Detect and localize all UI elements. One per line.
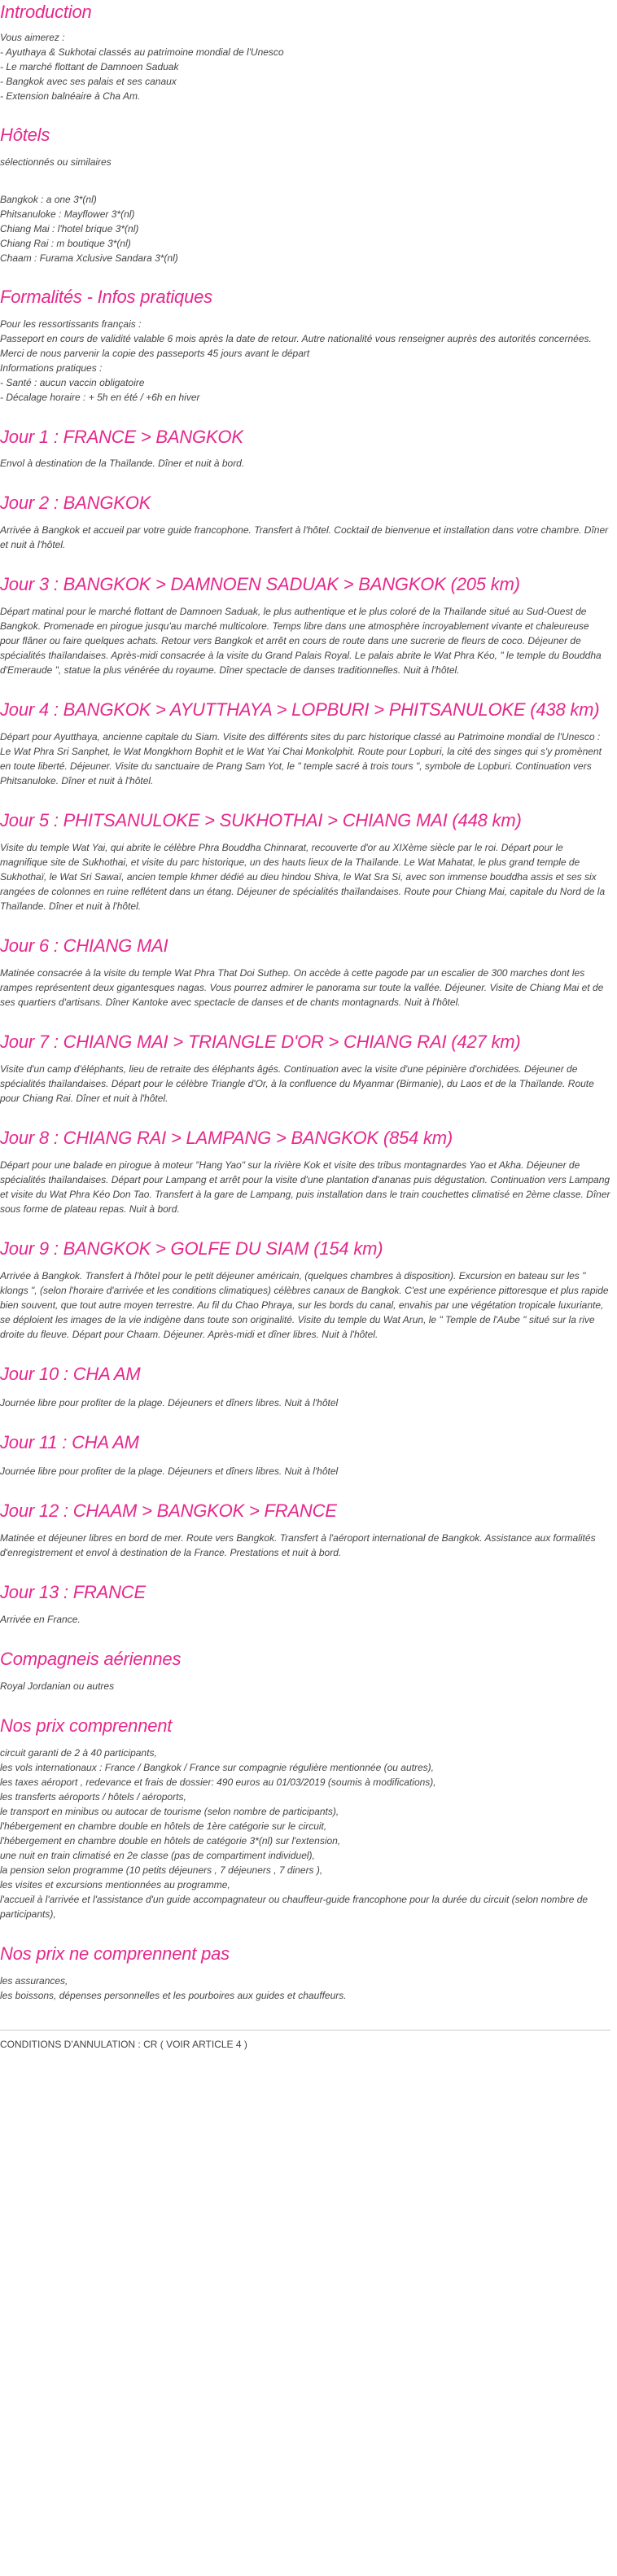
text-paragraph: Matinée et déjeuner libres en bord de mer. Route vers Bangkok. Transfert à l'aéroport international de Bangkok. Assistance aux formalités d'enregistrement et envol à destination de la France. Prestations et nuit à bord. bbox=[0, 1532, 596, 1558]
section-jour-11 bbox=[0, 1432, 610, 1479]
section-title: Compagneis aériennes bbox=[0, 1649, 182, 1669]
section-body bbox=[0, 1679, 610, 1693]
list-item: le transport en minibus ou autocar de tourisme (selon nombre de participants), bbox=[0, 1806, 339, 1817]
section-body bbox=[0, 729, 610, 788]
section-body bbox=[0, 155, 610, 265]
section-title: Jour 4 : BANGKOK > AYUTTHAYA > LOPBURI > PHITSANULOKE (438 km) bbox=[0, 699, 600, 720]
section-body bbox=[0, 604, 610, 677]
text-paragraph: Arrivée à Bangkok. Transfert à l'hôtel pour le petit déjeuner américain, (quelques chambres à disposition). Excursion en bateau sur les " klongs ", (selon l'horaire d'arrivée et les conditions climatiques) célèbres canaux de Bangkok. C'est une expérience pittoresque et plus rapide bien souvent, que tout autre moyen terrestre. Au fil du Chao Phraya, sur les bords du canal, envahis par une végétation tropicale luxuriante, se déploient les images de la vie indigène dans toute son originalité. Visite du temple du Wat Arun, le " Temple de l'Aube " situé sur la rive droite du fleuve. Départ pour Chaam. Déjeuner. Après-midi et dîner libres. Nuit à l'hôtel. bbox=[0, 1270, 609, 1340]
section-body bbox=[0, 1062, 610, 1106]
text-line: - Santé : aucun vaccin obligatoire bbox=[0, 377, 145, 388]
list-item: les taxes aéroport , redevance et frais de dossier: 490 euros au 01/03/2019 (soumis à modifications), bbox=[0, 1776, 436, 1788]
section-title: Jour 2 : BANGKOK bbox=[0, 493, 151, 513]
text-paragraph: Royal Jordanian ou autres bbox=[0, 1680, 115, 1692]
section-body bbox=[0, 1464, 610, 1479]
section-title: Hôtels bbox=[0, 125, 50, 145]
section-body bbox=[0, 1531, 610, 1560]
section-body bbox=[0, 317, 610, 405]
section-body bbox=[0, 1974, 610, 2003]
cancellation-conditions: CONDITIONS D'ANNULATION : CR ( VOIR ARTICLE 4 ) bbox=[0, 2039, 247, 2050]
section-body bbox=[0, 966, 610, 1010]
list-item: l'accueil à l'arrivée et l'assistance d'un guide accompagnateur ou chauffeur-guide francophone pour la durée du circuit (selon nombre de participants), bbox=[0, 1894, 589, 1920]
section-title: Nos prix ne comprennent pas bbox=[0, 1943, 230, 1964]
section-body bbox=[0, 1158, 610, 1216]
list-item: les boissons, dépenses personnelles et les pourboires aux guides et chauffeurs. bbox=[0, 1990, 347, 2001]
section-title: Jour 11 : CHA AM bbox=[0, 1432, 139, 1452]
text-paragraph: Départ pour une balade en pirogue à moteur "Hang Yao" sur la rivière Kok et visite des tribus montagnardes Yao et Akha. Déjeuner de spécialités thaïlandaises. Départ pour Lampang et arrêt pour la visite d'une plantation d'ananas puis dégustation. Continuation vers Lampang et visite du Wat Phra Kéo Don Tao. Transfert à la gare de Lampang, puis installation dans le train couchettes climatisé en 2ème classe. Dîner sous forme de plateau repas. Nuit à bord. bbox=[0, 1159, 610, 1215]
section-body bbox=[0, 30, 610, 103]
text-paragraph: Envol à destination de la Thaïlande. Dîner et nuit à bord. bbox=[0, 458, 245, 469]
text-paragraph: Arrivée en France. bbox=[0, 1614, 81, 1625]
section-title: Jour 3 : BANGKOK > DAMNOEN SADUAK > BANGKOK (205 km) bbox=[0, 574, 520, 594]
text-line: - Décalage horaire : + 5h en été / +6h en hiver bbox=[0, 392, 200, 403]
list-item: les transferts aéroports / hôtels / aéroports, bbox=[0, 1791, 186, 1803]
divider bbox=[0, 2030, 610, 2031]
text-paragraph: Départ pour Ayutthaya, ancienne capitale du Siam. Visite des différents sites du parc historique classé au Patrimoine mondial de l'Unesco : Le Wat Phra Sri Sanphet, le Wat Mongkhorn Bophit et le Wat Yai Chai Monkolphit. Route pour Lopburi, la cité des singes qui s'y promènent en toute liberté. Déjeuner. Visite du sanctuaire de Prang Sam Yot, le " temple sacré à trois tours ", symbole de Lopburi. Continuation vers Phitsanuloke. Dîner et nuit à l'hôtel. bbox=[0, 731, 602, 786]
section-jour-1 bbox=[0, 427, 610, 471]
section-title: Jour 1 : FRANCE > BANGKOK bbox=[0, 427, 243, 447]
section-formalites bbox=[0, 287, 610, 405]
section-body bbox=[0, 1612, 610, 1627]
text-line: Informations pratiques : bbox=[0, 362, 103, 374]
text-paragraph: Journée libre pour profiter de la plage. Déjeuners et dîners libres. Nuit à l'hôtel bbox=[0, 1397, 339, 1408]
section-jour-3 bbox=[0, 574, 610, 677]
text-line bbox=[0, 169, 610, 192]
list-item: les visites et excursions mentionnées au programme, bbox=[0, 1879, 230, 1890]
section-body bbox=[0, 1395, 610, 1410]
section-title: Jour 5 : PHITSANULOKE > SUKHOTHAI > CHIANG MAI (448 km) bbox=[0, 810, 522, 830]
section-body bbox=[0, 456, 610, 471]
section-jour-4 bbox=[0, 699, 610, 788]
section-jour-7 bbox=[0, 1032, 610, 1106]
list-item: l'hébergement en chambre double en hôtels de 1ère catégorie sur le circuit, bbox=[0, 1820, 327, 1832]
conditions-footer bbox=[0, 2030, 610, 2052]
section-jour-6 bbox=[0, 935, 610, 1010]
section-title: Jour 13 : FRANCE bbox=[0, 1582, 146, 1602]
section-prix-ne-comprennent-pas bbox=[0, 1943, 610, 2003]
section-jour-9 bbox=[0, 1238, 610, 1342]
text-paragraph: Visite du temple Wat Yai, qui abrite le célèbre Phra Bouddha Chinnarat, recouverte d'or au XIXème siècle par le roi. Départ pour le magnifique site de Sukhothai, et visite du parc historique, un des hauts lieux de la Thaïlande. Le Wat Mahatat, le plus grand temple de Sukhothaï, le Wat Sri Sawaï, ancien temple khmer dédié au dieu hindou Shiva, le Wat Sra Si, avec son immense bouddha assis et ses six rangées de colonnes en ruine reflétent dans un étang. Déjeuner de spécialités thaïlandaises. Route pour Chiang Mai, capitale du Nord de la Thaïlande. Dîner et nuit à l'hôtel. bbox=[0, 842, 606, 912]
list-item: circuit garanti de 2 à 40 participants, bbox=[0, 1747, 157, 1759]
section-title: Jour 12 : CHAAM > BANGKOK > FRANCE bbox=[0, 1500, 337, 1521]
list-item: l'hébergement en chambre double en hôtels de catégorie 3*(nl) sur l'extension, bbox=[0, 1835, 341, 1847]
section-jour-8 bbox=[0, 1128, 610, 1216]
text-line: Chaam : Furama Xclusive Sandara 3*(nl) bbox=[0, 252, 178, 264]
text-line: Bangkok : a one 3*(nl) bbox=[0, 194, 97, 205]
section-title: Formalités - Infos pratiques bbox=[0, 287, 212, 307]
text-line: - Le marché flottant de Damnoen Saduak bbox=[0, 61, 179, 72]
section-title: Jour 10 : CHA AM bbox=[0, 1364, 141, 1384]
list-item: une nuit en train climatisé en 2e classe (pas de compartiment individuel), bbox=[0, 1850, 315, 1861]
text-line: - Bangkok avec ses palais et ses canaux bbox=[0, 76, 177, 87]
section-title: Introduction bbox=[0, 2, 92, 22]
text-line: Merci de nous parvenir la copie des passeports 45 jours avant le départ bbox=[0, 348, 310, 359]
text-paragraph: Matinée consacrée à la visite du temple Wat Phra That Doi Suthep. On accède à cette pagode par un escalier de 300 marches dont les rampes représentent deux gigantesques nagas. Vous pourrez admirer le panorama sur toute la vallée. Déjeuner. Visite de Chiang Mai et de ses quartiers d'artisans. Dîner Kantoke avec spectacle de danses et de chants montagnards. Nuit à l'hôtel. bbox=[0, 967, 604, 1008]
section-body bbox=[0, 1746, 610, 1921]
section-jour-5 bbox=[0, 810, 610, 913]
section-body bbox=[0, 523, 610, 552]
section-prix-comprennent bbox=[0, 1715, 610, 1921]
section-title: Nos prix comprennent bbox=[0, 1715, 173, 1736]
section-title: Jour 9 : BANGKOK > GOLFE DU SIAM (154 km) bbox=[0, 1238, 383, 1259]
text-paragraph: Passeport en cours de validité valable 6 mois après la date de retour. Autre nationalité vous renseigner auprès des autorités concernées. bbox=[0, 333, 592, 344]
text-paragraph: Départ matinal pour le marché flottant de Damnoen Saduak, le plus authentique et le plus coloré de la Thaïlande situé au Sud-Ouest de Bangkok. Promenade en pirogue jusqu'au marché multicolore. Temps libre dans une atmosphère incroyablement vivante et chaleureuse pour flâner ou faire quelques achats. Retour vers Bangkok et arrêt en cours de route dans une sucrerie de fleurs de coco. Déjeuner de spécialités thaïlandaises. Après-midi consacrée à la visite du Grand Palais Royal. Le palais abrite le Wat Phra Kéo, " le temple du Bouddha d'Emeraude ", statue la plus vénérée du royaume. Dîner spectacle de danses traditionnelles. Nuit à l'hôtel. bbox=[0, 606, 602, 676]
text-line: Vous aimerez : bbox=[0, 32, 65, 43]
section-jour-2 bbox=[0, 493, 610, 552]
section-body bbox=[0, 1268, 610, 1342]
section-title: Jour 8 : CHIANG RAI > LAMPANG > BANGKOK (854 km) bbox=[0, 1128, 453, 1148]
section-introduction bbox=[0, 0, 610, 103]
text-line: sélectionnés ou similaires bbox=[0, 156, 112, 168]
section-hotels bbox=[0, 125, 610, 265]
section-compagnies bbox=[0, 1649, 610, 1693]
list-item: les assurances, bbox=[0, 1975, 68, 1987]
text-paragraph: Journée libre pour profiter de la plage. Déjeuners et dîners libres. Nuit à l'hôtel bbox=[0, 1465, 339, 1477]
text-line: Chiang Rai : m boutique 3*(nl) bbox=[0, 238, 131, 249]
section-jour-12 bbox=[0, 1500, 610, 1560]
text-line: - Ayuthaya & Sukhotai classés au patrimoine mondial de l'Unesco bbox=[0, 46, 284, 58]
list-item: les vols internationaux : France / Bangkok / France sur compagnie régulière mentionnée (ou autres), bbox=[0, 1762, 434, 1773]
list-item: la pension selon programme (10 petits déjeuners , 7 déjeuners , 7 diners ), bbox=[0, 1864, 323, 1876]
text-paragraph: Arrivée à Bangkok et accueil par votre guide francophone. Transfert à l'hôtel. Cocktail de bienvenue et installation dans votre chambre. Dîner et nuit à l'hôtel. bbox=[0, 524, 609, 550]
section-jour-10 bbox=[0, 1364, 610, 1410]
text-line: Phitsanuloke : Mayflower 3*(nl) bbox=[0, 208, 135, 220]
text-line: Pour les ressortissants français : bbox=[0, 318, 142, 330]
text-line: - Extension balnéaire à Cha Am. bbox=[0, 90, 141, 102]
section-title: Jour 6 : CHIANG MAI bbox=[0, 935, 168, 956]
section-jour-13 bbox=[0, 1582, 610, 1627]
section-title: Jour 7 : CHIANG MAI > TRIANGLE D'OR > CHIANG RAI (427 km) bbox=[0, 1032, 521, 1052]
section-body bbox=[0, 840, 610, 913]
text-line: Chiang Mai : l'hotel brique 3*(nl) bbox=[0, 223, 139, 234]
text-paragraph: Visite d'un camp d'éléphants, lieu de retraite des éléphants âgés. Continuation avec la visite d'une pépinière d'orchidées. Déjeuner de spécialités thaïlandaises. Départ pour le célèbre Triangle d'Or, à la confluence du Myanmar (Birmanie), du Laos et de la Thaïlande. Route pour Chiang Rai. Dîner et nuit à l'hôtel. bbox=[0, 1063, 594, 1104]
